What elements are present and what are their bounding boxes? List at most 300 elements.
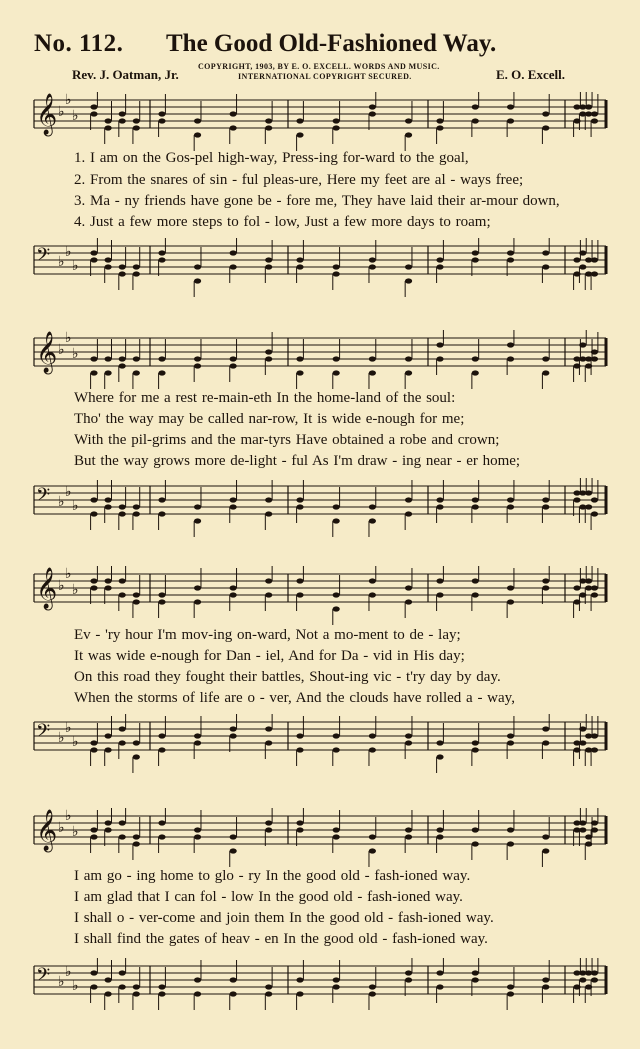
note-head bbox=[158, 511, 165, 516]
flat-icon: ♭ bbox=[58, 730, 65, 746]
note-head bbox=[369, 504, 376, 509]
note-head bbox=[158, 356, 165, 361]
note-head bbox=[591, 970, 598, 975]
note-head bbox=[472, 827, 479, 832]
note-head bbox=[265, 264, 272, 269]
note-head bbox=[194, 118, 201, 123]
note-head bbox=[194, 504, 201, 509]
lyric-line: 1. I am on the Gos-pel high-way, Press-ing for-ward to the goal, bbox=[74, 150, 469, 166]
flat-icon: ♭ bbox=[72, 978, 79, 994]
copyright-line-1: COPYRIGHT, 1903, BY E. O. EXCELL. WORDS AND MUSIC. bbox=[198, 62, 440, 71]
flat-icon: ♭ bbox=[65, 566, 72, 582]
note-head bbox=[405, 585, 412, 590]
note-head bbox=[90, 578, 97, 583]
note-head bbox=[296, 977, 303, 982]
note-head bbox=[436, 125, 443, 130]
note-head bbox=[472, 740, 479, 745]
note-head bbox=[105, 991, 112, 996]
note-head bbox=[591, 356, 598, 361]
note-head bbox=[133, 511, 140, 516]
note-head bbox=[158, 820, 165, 825]
note-head bbox=[90, 747, 97, 752]
note-head bbox=[369, 104, 376, 109]
note-head bbox=[158, 733, 165, 738]
note-head bbox=[296, 504, 303, 509]
note-head bbox=[333, 827, 340, 832]
note-head bbox=[472, 747, 479, 752]
note-head bbox=[405, 511, 412, 516]
note-head bbox=[230, 356, 237, 361]
note-head bbox=[542, 984, 549, 989]
note-head bbox=[194, 278, 201, 283]
flat-icon: ♭ bbox=[72, 824, 79, 840]
note-head bbox=[591, 497, 598, 502]
note-head bbox=[333, 984, 340, 989]
note-head bbox=[405, 278, 412, 283]
note-head bbox=[591, 592, 598, 597]
note-head bbox=[573, 585, 580, 590]
flat-icon: ♭ bbox=[58, 342, 65, 358]
note-head bbox=[119, 970, 126, 975]
bass-clef-icon: 𝄢 bbox=[36, 485, 51, 510]
treble-clef-icon: 𝄞 bbox=[36, 332, 58, 373]
note-head bbox=[333, 747, 340, 752]
note-head bbox=[133, 118, 140, 123]
note-head bbox=[472, 104, 479, 109]
note-head bbox=[133, 740, 140, 745]
note-head bbox=[158, 111, 165, 116]
flat-icon: ♭ bbox=[58, 820, 65, 836]
note-head bbox=[119, 984, 126, 989]
engraving bbox=[34, 92, 606, 151]
note-head bbox=[579, 977, 586, 982]
note-head bbox=[472, 257, 479, 262]
note-head bbox=[472, 504, 479, 509]
note-head bbox=[105, 370, 112, 375]
note-head bbox=[230, 848, 237, 853]
note-head bbox=[542, 250, 549, 255]
note-head bbox=[405, 834, 412, 839]
lyric-line: 4. Just a few more steps to fol - low, Just a few more days to roam; bbox=[74, 214, 491, 230]
note-head bbox=[230, 834, 237, 839]
note-head bbox=[436, 970, 443, 975]
note-head bbox=[472, 977, 479, 982]
note-head bbox=[119, 504, 126, 509]
note-head bbox=[591, 733, 598, 738]
flat-icon: ♭ bbox=[72, 258, 79, 274]
note-head bbox=[90, 111, 97, 116]
hymn-number: No. 112. bbox=[34, 30, 124, 57]
treble-staff-system-4 bbox=[0, 808, 640, 868]
note-head bbox=[90, 250, 97, 255]
note-head bbox=[194, 132, 201, 137]
note-head bbox=[105, 733, 112, 738]
lyric-line: But the way grows more de-light - ful As I'm draw - ing near - er home; bbox=[74, 453, 521, 469]
note-head bbox=[296, 578, 303, 583]
note-head bbox=[105, 497, 112, 502]
note-head bbox=[436, 740, 443, 745]
note-head bbox=[333, 271, 340, 276]
note-head bbox=[507, 356, 514, 361]
bass-staff-system-2 bbox=[0, 478, 640, 538]
composer-credit: E. O. Excell. bbox=[496, 67, 565, 82]
note-head bbox=[507, 104, 514, 109]
note-head bbox=[591, 747, 598, 752]
flat-icon: ♭ bbox=[65, 330, 72, 346]
note-head bbox=[230, 991, 237, 996]
flat-icon: ♭ bbox=[72, 108, 79, 124]
note-head bbox=[369, 991, 376, 996]
note-head bbox=[265, 991, 272, 996]
note-head bbox=[591, 511, 598, 516]
note-head bbox=[542, 504, 549, 509]
note-head bbox=[265, 497, 272, 502]
note-head bbox=[296, 257, 303, 262]
lyric-line: Where for me a rest re-main-eth In the home-land of the soul: bbox=[74, 390, 456, 406]
note-head bbox=[265, 125, 272, 130]
note-head bbox=[158, 257, 165, 262]
note-head bbox=[405, 977, 412, 982]
treble-clef-icon: 𝄞 bbox=[36, 810, 58, 851]
flat-icon: ♭ bbox=[65, 92, 72, 108]
note-head bbox=[90, 356, 97, 361]
note-head bbox=[158, 984, 165, 989]
note-head bbox=[194, 264, 201, 269]
note-head bbox=[119, 118, 126, 123]
note-head bbox=[133, 125, 140, 130]
bass-clef-icon: 𝄢 bbox=[36, 245, 51, 270]
note-head bbox=[230, 585, 237, 590]
flat-icon: ♭ bbox=[65, 244, 72, 260]
note-head bbox=[579, 342, 586, 347]
note-head bbox=[90, 511, 97, 516]
engraving bbox=[34, 566, 606, 625]
note-head bbox=[507, 827, 514, 832]
note-head bbox=[194, 585, 201, 590]
note-head bbox=[542, 125, 549, 130]
note-head bbox=[105, 118, 112, 123]
note-head bbox=[333, 264, 340, 269]
note-head bbox=[133, 504, 140, 509]
note-head bbox=[230, 497, 237, 502]
note-head bbox=[194, 834, 201, 839]
note-head bbox=[119, 271, 126, 276]
note-head bbox=[507, 599, 514, 604]
note-head bbox=[90, 827, 97, 832]
flat-icon: ♭ bbox=[65, 808, 72, 824]
treble-staff-system-3 bbox=[0, 566, 640, 626]
note-head bbox=[405, 733, 412, 738]
note-head bbox=[133, 264, 140, 269]
flat-icon: ♭ bbox=[58, 974, 65, 990]
note-head bbox=[90, 984, 97, 989]
note-head bbox=[265, 827, 272, 832]
note-head bbox=[194, 363, 201, 368]
note-head bbox=[436, 754, 443, 759]
note-head bbox=[542, 740, 549, 745]
note-head bbox=[230, 250, 237, 255]
treble-clef-icon: 𝄞 bbox=[36, 568, 58, 609]
note-head bbox=[436, 578, 443, 583]
note-head bbox=[542, 585, 549, 590]
flat-icon: ♭ bbox=[72, 346, 79, 362]
note-head bbox=[119, 264, 126, 269]
bass-staff-system-4 bbox=[0, 958, 640, 1018]
flat-icon: ♭ bbox=[65, 484, 72, 500]
note-head bbox=[296, 132, 303, 137]
bass-clef-icon: 𝄢 bbox=[36, 721, 51, 746]
lyric-line: It was wide e-nough for Dan - iel, And for Da - vid in His day; bbox=[74, 648, 465, 664]
note-head bbox=[507, 585, 514, 590]
note-head bbox=[436, 984, 443, 989]
note-head bbox=[369, 257, 376, 262]
note-head bbox=[296, 370, 303, 375]
flat-icon: ♭ bbox=[58, 494, 65, 510]
note-head bbox=[405, 599, 412, 604]
note-head bbox=[436, 834, 443, 839]
note-head bbox=[230, 592, 237, 597]
note-head bbox=[133, 834, 140, 839]
note-head bbox=[472, 970, 479, 975]
note-head bbox=[585, 578, 592, 583]
note-head bbox=[591, 118, 598, 123]
note-head bbox=[265, 511, 272, 516]
note-head bbox=[133, 754, 140, 759]
note-head bbox=[265, 257, 272, 262]
note-head bbox=[591, 827, 598, 832]
treble-staff-system-1 bbox=[0, 92, 640, 152]
lyric-line: I shall find the gates of heav - en In the good old - fash-ioned way. bbox=[74, 931, 488, 947]
note-head bbox=[472, 370, 479, 375]
note-head bbox=[436, 497, 443, 502]
note-head bbox=[119, 820, 126, 825]
note-head bbox=[579, 726, 586, 731]
note-head bbox=[507, 257, 514, 262]
note-head bbox=[369, 733, 376, 738]
note-head bbox=[369, 592, 376, 597]
note-head bbox=[436, 827, 443, 832]
note-head bbox=[507, 841, 514, 846]
note-head bbox=[158, 747, 165, 752]
note-head bbox=[265, 740, 272, 745]
note-head bbox=[507, 250, 514, 255]
note-head bbox=[133, 271, 140, 276]
lyric-line: I am go - ing home to glo - ry In the good old - fash-ioned way. bbox=[74, 868, 471, 884]
note-head bbox=[436, 257, 443, 262]
note-head bbox=[265, 118, 272, 123]
note-head bbox=[542, 356, 549, 361]
note-head bbox=[158, 592, 165, 597]
note-head bbox=[105, 585, 112, 590]
treble-staff-system-2 bbox=[0, 330, 640, 390]
lyric-line: When the storms of life are o - ver, And the clouds have rolled a - way, bbox=[74, 690, 515, 706]
note-head bbox=[579, 820, 586, 825]
note-head bbox=[133, 356, 140, 361]
note-head bbox=[230, 977, 237, 982]
note-head bbox=[105, 125, 112, 130]
flat-icon: ♭ bbox=[72, 498, 79, 514]
note-head bbox=[265, 820, 272, 825]
note-head bbox=[573, 257, 580, 262]
note-head bbox=[133, 370, 140, 375]
note-head bbox=[472, 356, 479, 361]
note-head bbox=[194, 733, 201, 738]
note-head bbox=[369, 356, 376, 361]
note-head bbox=[405, 118, 412, 123]
note-head bbox=[405, 827, 412, 832]
note-head bbox=[333, 606, 340, 611]
note-head bbox=[542, 726, 549, 731]
note-head bbox=[585, 490, 592, 495]
note-head bbox=[296, 820, 303, 825]
note-head bbox=[194, 827, 201, 832]
note-head bbox=[436, 504, 443, 509]
note-head bbox=[579, 827, 586, 832]
note-head bbox=[573, 497, 580, 502]
engraving bbox=[34, 238, 606, 297]
note-head bbox=[230, 111, 237, 116]
note-head bbox=[591, 271, 598, 276]
note-head bbox=[265, 726, 272, 731]
note-head bbox=[507, 497, 514, 502]
note-head bbox=[194, 356, 201, 361]
note-head bbox=[369, 747, 376, 752]
note-head bbox=[105, 747, 112, 752]
note-head bbox=[591, 977, 598, 982]
note-head bbox=[194, 740, 201, 745]
note-head bbox=[542, 111, 549, 116]
note-head bbox=[296, 747, 303, 752]
note-head bbox=[542, 848, 549, 853]
note-head bbox=[472, 592, 479, 597]
note-head bbox=[90, 585, 97, 590]
note-head bbox=[585, 104, 592, 109]
note-head bbox=[507, 733, 514, 738]
note-head bbox=[265, 349, 272, 354]
flat-icon: ♭ bbox=[58, 254, 65, 270]
note-head bbox=[119, 578, 126, 583]
note-head bbox=[296, 264, 303, 269]
note-head bbox=[333, 504, 340, 509]
note-head bbox=[119, 834, 126, 839]
note-head bbox=[436, 342, 443, 347]
note-head bbox=[472, 118, 479, 123]
note-head bbox=[369, 370, 376, 375]
engraving bbox=[34, 478, 606, 537]
note-head bbox=[105, 264, 112, 269]
note-head bbox=[333, 834, 340, 839]
note-head bbox=[507, 984, 514, 989]
note-head bbox=[133, 592, 140, 597]
note-head bbox=[579, 250, 586, 255]
note-head bbox=[369, 111, 376, 116]
author-credit: Rev. J. Oatman, Jr. bbox=[72, 67, 179, 82]
note-head bbox=[158, 599, 165, 604]
note-head bbox=[265, 356, 272, 361]
lyric-line: I am glad that I can fol - low In the good old - fash-ioned way. bbox=[74, 889, 463, 905]
note-head bbox=[194, 991, 201, 996]
note-head bbox=[296, 827, 303, 832]
note-head bbox=[333, 125, 340, 130]
note-head bbox=[133, 841, 140, 846]
note-head bbox=[90, 834, 97, 839]
note-head bbox=[119, 363, 126, 368]
note-head bbox=[194, 977, 201, 982]
note-head bbox=[119, 511, 126, 516]
lyric-line: Tho' the way may be called nar-row, It is wide e-nough for me; bbox=[74, 411, 465, 427]
note-head bbox=[119, 740, 126, 745]
note-head bbox=[105, 356, 112, 361]
treble-clef-icon: 𝄞 bbox=[36, 94, 58, 135]
engraving bbox=[34, 808, 606, 867]
note-head bbox=[230, 363, 237, 368]
note-head bbox=[158, 497, 165, 502]
note-head bbox=[158, 991, 165, 996]
note-head bbox=[265, 578, 272, 583]
flat-icon: ♭ bbox=[72, 734, 79, 750]
note-head bbox=[579, 264, 586, 269]
note-head bbox=[119, 356, 126, 361]
note-head bbox=[579, 740, 586, 745]
note-head bbox=[194, 518, 201, 523]
note-head bbox=[333, 592, 340, 597]
note-head bbox=[230, 726, 237, 731]
note-head bbox=[369, 578, 376, 583]
note-head bbox=[296, 497, 303, 502]
note-head bbox=[507, 342, 514, 347]
note-head bbox=[591, 585, 598, 590]
note-head bbox=[405, 264, 412, 269]
note-head bbox=[105, 578, 112, 583]
flat-icon: ♭ bbox=[72, 582, 79, 598]
note-head bbox=[158, 834, 165, 839]
note-head bbox=[158, 250, 165, 255]
note-head bbox=[436, 264, 443, 269]
note-head bbox=[265, 984, 272, 989]
hymn-title: The Good Old-Fashioned Way. bbox=[166, 30, 497, 57]
note-head bbox=[230, 504, 237, 509]
note-head bbox=[333, 733, 340, 738]
lyric-line: 2. From the snares of sin - ful pleas-ure, Here my feet are al - ways free; bbox=[74, 172, 524, 188]
lyric-line: I shall o - ver-come and join them In the good old - fash-ioned way. bbox=[74, 910, 494, 926]
note-head bbox=[405, 356, 412, 361]
note-head bbox=[369, 264, 376, 269]
note-head bbox=[436, 118, 443, 123]
note-head bbox=[333, 118, 340, 123]
note-head bbox=[90, 104, 97, 109]
note-head bbox=[133, 984, 140, 989]
note-head bbox=[119, 592, 126, 597]
note-head bbox=[542, 497, 549, 502]
note-head bbox=[405, 970, 412, 975]
note-head bbox=[591, 111, 598, 116]
note-head bbox=[507, 991, 514, 996]
note-head bbox=[436, 356, 443, 361]
bass-clef-icon: 𝄢 bbox=[36, 965, 51, 990]
note-head bbox=[333, 518, 340, 523]
note-head bbox=[405, 370, 412, 375]
note-head bbox=[472, 578, 479, 583]
engraving bbox=[34, 958, 606, 1010]
note-head bbox=[230, 125, 237, 130]
note-head bbox=[472, 841, 479, 846]
note-head bbox=[105, 820, 112, 825]
lyric-line: Ev - 'ry hour I'm mov-ing on-ward, Not a mo-ment to de - lay; bbox=[74, 627, 461, 643]
note-head bbox=[105, 827, 112, 832]
note-head bbox=[90, 497, 97, 502]
note-head bbox=[542, 370, 549, 375]
flat-icon: ♭ bbox=[58, 104, 65, 120]
